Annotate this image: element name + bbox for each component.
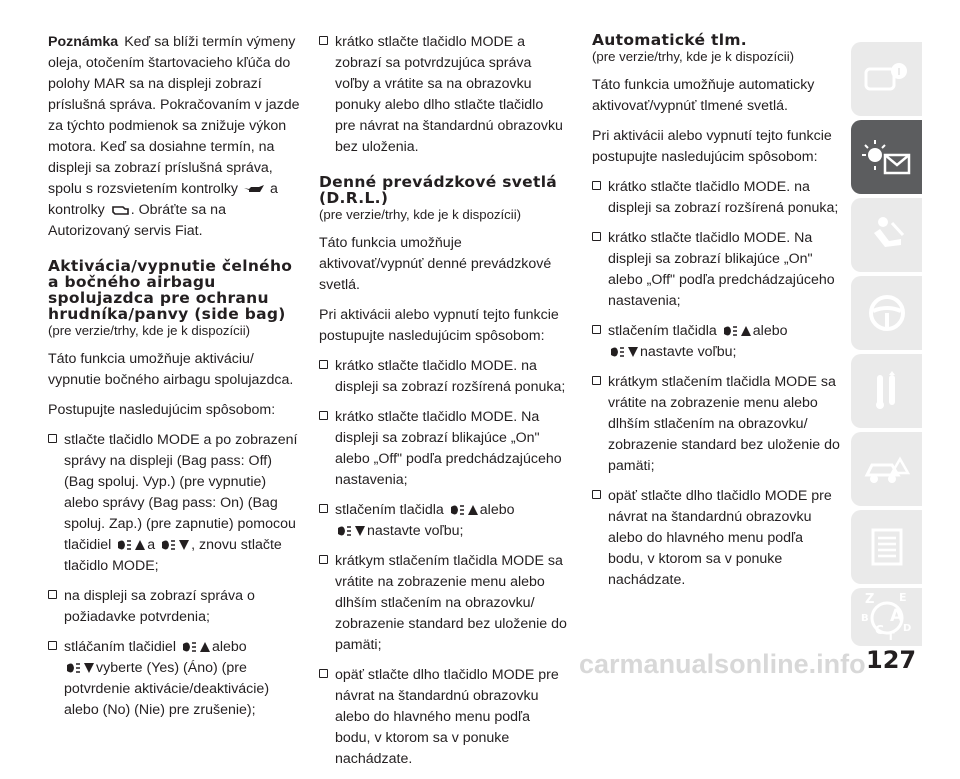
checkbox-bullet-icon xyxy=(319,360,328,369)
car-breakdown-icon xyxy=(862,449,912,489)
headlamp-icon xyxy=(181,640,197,654)
checkbox-bullet-icon xyxy=(319,555,328,564)
tools-icon xyxy=(865,369,909,413)
column-3 xyxy=(592,32,842,600)
column-2 xyxy=(319,32,567,779)
down-arrow-icon xyxy=(628,347,638,357)
airbag-subheading: (pre verzie/trhy, kde je k dispozícii) xyxy=(48,323,251,338)
auto-beam-intro: Táto funkcia umožňuje automaticky aktivovať/vypnúť tlmené svetlá. xyxy=(592,77,815,114)
airbag-step-4 xyxy=(319,32,567,158)
auto-beam-step-5 xyxy=(592,486,842,591)
steering-wheel-icon xyxy=(865,291,909,335)
seat-airbag-icon xyxy=(865,213,909,257)
up-arrow-icon xyxy=(468,505,478,515)
drl-step-3 xyxy=(319,500,567,542)
index-letters-icon xyxy=(859,590,915,644)
page-number: 127 xyxy=(866,646,917,674)
checkbox-bullet-icon xyxy=(592,376,601,385)
auto-beam-step-2 xyxy=(592,228,842,312)
airbag-step-1 xyxy=(48,430,300,577)
auto-beam-step-3 xyxy=(592,321,842,363)
airbag-step-3-text-a: stláčaním tlačidiel xyxy=(64,639,176,655)
drl-heading: Denné prevádzkové svetlá (D.R.L.) xyxy=(319,173,558,207)
tab-steering-wheel[interactable] xyxy=(851,276,922,350)
drl-step-3-alebo: alebo xyxy=(479,502,515,518)
checkbox-bullet-icon xyxy=(319,36,328,45)
up-arrow-icon xyxy=(135,540,145,550)
column-1 xyxy=(48,32,300,730)
auto-beam-heading: Automatické tlm. xyxy=(592,31,747,49)
headlamp-icon xyxy=(722,324,738,338)
checkbox-bullet-icon xyxy=(592,232,601,241)
drl-step-5 xyxy=(319,665,567,770)
chapter-tabs xyxy=(851,42,922,650)
drl-step-3-text-a: stlačením tlačidla xyxy=(335,502,444,518)
tab-car-breakdown[interactable] xyxy=(851,432,922,506)
index-letter-b: B xyxy=(860,613,869,624)
checkbox-bullet-icon xyxy=(48,641,57,650)
auto-beam-step-4 xyxy=(592,372,842,477)
auto-beam-step-1 xyxy=(592,177,842,219)
tab-car-info[interactable] xyxy=(851,42,922,116)
airbag-step-1-text-a: stlačte tlačidlo MODE a po zobrazení správy na displeji (Bag pass: Off) (Bag spoluj. Vyp.) (pre vypnutie) alebo správy (Bag pass: On) (Bag spoluj. Zap.) (pre zapnutie) pomocou tlačidiel xyxy=(64,432,298,553)
airbag-step-4-text: krátko stlačte tlačidlo MODE a zobrazí sa potvrdzujúca správa voľby a vrátite sa na obrazovku ponuky alebo dlho stlačte tlačidlo pre návrat na štandardnú obrazovku bez uloženia. xyxy=(335,34,563,155)
drl-subheading: (pre verzie/trhy, kde je k dispozícii) xyxy=(319,207,522,222)
airbag-heading: Aktivácia/vypnutie čelného a bočného airbagu spolujazdca pre ochranu hrudníka/panvy (side bag) xyxy=(48,257,293,323)
checkbox-bullet-icon xyxy=(592,490,601,499)
drl-step-1-text: krátko stlačte tlačidlo MODE. na displeji sa zobrazí rozšírená ponuka; xyxy=(335,358,566,395)
down-arrow-icon xyxy=(355,526,365,536)
auto-beam-step-3-alebo: alebo xyxy=(752,323,788,339)
note-text-2: a kontrolky xyxy=(48,181,278,218)
tab-checklist[interactable] xyxy=(851,510,922,584)
index-letter-t: T xyxy=(886,630,895,643)
tab-index[interactable] xyxy=(851,588,922,646)
checkbox-bullet-icon xyxy=(319,504,328,513)
tab-seat-airbag[interactable] xyxy=(851,198,922,272)
drl-step-4 xyxy=(319,551,567,656)
up-arrow-icon xyxy=(200,642,210,652)
index-letter-a: A xyxy=(889,606,903,626)
down-arrow-icon xyxy=(179,540,189,550)
index-letter-d: D xyxy=(902,623,911,634)
auto-beam-step-5-text: opäť stlačte dlho tlačidlo MODE pre návrat na štandardnú obrazovku alebo do hlavného menu podľa bodu, v ktorom sa v ponuke nachádzate. xyxy=(608,488,832,588)
auto-beam-step-3-text-b: nastavte voľbu; xyxy=(640,344,737,360)
auto-beam-subheading: (pre verzie/trhy, kde je k dispozícii) xyxy=(592,49,795,64)
checkbox-bullet-icon xyxy=(48,434,57,443)
airbag-steps-intro: Postupujte nasledujúcim spôsobom: xyxy=(48,402,276,418)
checkbox-bullet-icon xyxy=(592,325,601,334)
index-letter-e: E xyxy=(898,591,907,604)
down-arrow-icon xyxy=(84,663,94,673)
checkbox-bullet-icon xyxy=(319,411,328,420)
oil-service-note xyxy=(48,32,300,242)
airbag-step-2-text: na displeji sa zobrazí správa o požiadavke potvrdenia; xyxy=(64,588,255,625)
headlamp-icon xyxy=(449,503,465,517)
headlamp-icon xyxy=(65,661,81,675)
checkbox-bullet-icon xyxy=(319,669,328,678)
auto-beam-step-2-text: krátko stlačte tlačidlo MODE. Na displeji sa zobrazí blikajúce „On" alebo „Off" podľa predchádzajúceho nastavenia; xyxy=(608,230,835,309)
checkbox-bullet-icon xyxy=(592,181,601,190)
drl-step-4-text: krátkym stlačením tlačidla MODE sa vrátite na zobrazenie menu alebo dlhším stlačením na obrazovku/ zobrazenie standard bez uloženie do pamäti; xyxy=(335,553,567,653)
checkbox-bullet-icon xyxy=(48,590,57,599)
airbag-step-2 xyxy=(48,586,300,628)
headlamp-icon xyxy=(160,538,176,552)
auto-beam-step-1-text: krátko stlačte tlačidlo MODE. na displeji sa zobrazí rozšírená ponuka; xyxy=(608,179,839,216)
up-arrow-icon xyxy=(741,326,751,336)
drl-steps-intro: Pri aktivácii alebo vypnutí tejto funkcie postupujte nasledujúcim spôsobom: xyxy=(319,307,559,344)
airbag-step-3 xyxy=(48,637,300,721)
headlamp-icon xyxy=(609,345,625,359)
airbag-step-1-text-b: , znovu stlačte tlačidlo MODE; xyxy=(64,537,282,574)
warning-lights-icon xyxy=(859,135,915,179)
auto-beam-step-4-text: krátkym stlačením tlačidla MODE sa vrátite na zobrazenie menu alebo dlhším stlačením na obrazovku/ zobrazenie standard bez uloženie do pamäti; xyxy=(608,374,840,474)
tab-warning-lights[interactable] xyxy=(851,120,922,194)
drl-intro: Táto funkcia umožňuje aktivovať/vypnúť denné prevádzkové svetlá. xyxy=(319,235,552,293)
airbag-intro: Táto funkcia umožňuje aktiváciu/ vypnutie bočného airbagu spolujazdca. xyxy=(48,351,294,388)
engine-warning-icon xyxy=(110,203,130,217)
auto-beam-step-3-text-a: stlačením tlačidla xyxy=(608,323,717,339)
note-text-1: Keď sa blíži termín výmeny oleja, otočením štartovacieho kľúča do polohy MAR sa na displeji zobrazí príslušná správa. Pokračovaním v jazde za týchto podmienok sa znižuje výkon motora. Keď sa dosiahne termín, na displeji sa zobrazí príslušná správa, spolu s rozsvietením kontrolky xyxy=(48,34,300,197)
airbag-step-3-text-b: vyberte (Yes) (Áno) (pre potvrdenie aktivácie/deaktivácie) alebo (No) (Nie) pre zrušenie); xyxy=(64,660,270,718)
index-letter-z: Z xyxy=(864,592,874,607)
note-label: Poznámka xyxy=(48,34,119,50)
note-text-3: . Obráťte sa na Autorizovaný servis Fiat. xyxy=(48,202,226,239)
headlamp-icon xyxy=(336,524,352,538)
drl-step-2-text: krátko stlačte tlačidlo MODE. Na displeji sa zobrazí blikajúce „On" alebo „Off" podľa predchádzajúceho nastavenia; xyxy=(335,409,562,488)
watermark xyxy=(579,649,949,679)
drl-step-1 xyxy=(319,356,567,398)
airbag-step-3-alebo: alebo xyxy=(211,639,247,655)
airbag-step-1-a: a xyxy=(147,537,156,553)
drl-step-3-text-b: nastavte voľbu; xyxy=(367,523,464,539)
car-info-icon xyxy=(863,59,911,99)
drl-step-2 xyxy=(319,407,567,491)
oil-can-warning-icon xyxy=(243,183,265,195)
tab-tools[interactable] xyxy=(851,354,922,428)
drl-step-5-text: opäť stlačte dlho tlačidlo MODE pre návrat na štandardnú obrazovku alebo do hlavného menu podľa bodu, v ktorom sa v ponuke nachádzate. xyxy=(335,667,559,767)
watermark-text: carmanualsonline.info xyxy=(579,649,866,679)
auto-beam-steps-intro: Pri aktivácii alebo vypnutí tejto funkcie postupujte nasledujúcim spôsobom: xyxy=(592,128,832,165)
headlamp-icon xyxy=(116,538,132,552)
index-letter-c: C xyxy=(874,623,884,637)
checklist-icon xyxy=(865,525,909,569)
